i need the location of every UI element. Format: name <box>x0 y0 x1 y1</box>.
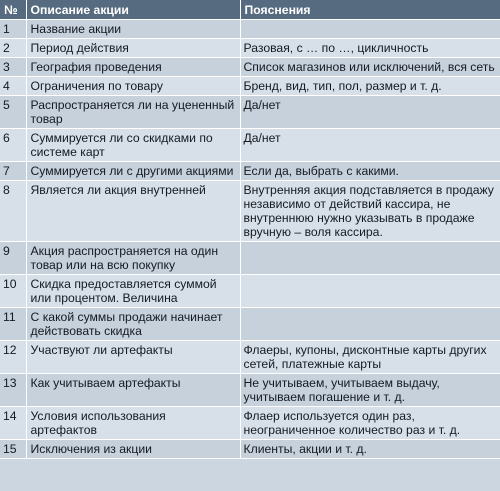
row-number-cell: 15 <box>0 440 26 459</box>
header-explanation: Пояснения <box>240 0 500 20</box>
row-number-cell: 12 <box>0 341 26 374</box>
row-number-cell: 4 <box>0 77 26 96</box>
row-number-cell: 8 <box>0 181 26 242</box>
row-explanation-cell: Внутренняя акция подставляется в продажу независимо от действий кассира, не внутреннюю нужно указывать в продаже вручную – воля кассира. <box>240 181 500 242</box>
row-explanation-cell <box>240 20 500 39</box>
table-row <box>0 242 500 275</box>
row-description-cell: С какой суммы продажи начинает действовать скидка <box>26 308 240 341</box>
row-explanation-cell: Флаеры, купоны, дисконтные карты других сетей, платежные карты <box>240 341 500 374</box>
row-description-cell: Является ли акция внутренней <box>26 181 240 242</box>
row-number-cell: 14 <box>0 407 26 440</box>
table-row <box>0 162 500 181</box>
table-row <box>0 440 500 459</box>
row-explanation-cell: Бренд, вид, тип, пол, размер и т. д. <box>240 77 500 96</box>
row-explanation-cell: Разовая, с … по …, цикличность <box>240 39 500 58</box>
row-description-cell: Название акции <box>26 20 240 39</box>
table-row <box>0 374 500 407</box>
row-number-cell: 11 <box>0 308 26 341</box>
row-explanation-cell: Если да, выбрать с какими. <box>240 162 500 181</box>
row-description-cell: Распространяется ли на уцененный товар <box>26 96 240 129</box>
row-explanation-cell <box>240 308 500 341</box>
row-description-cell: Скидка предоставляется суммой или процентом. Величина <box>26 275 240 308</box>
row-number-cell: 5 <box>0 96 26 129</box>
table-row <box>0 181 500 242</box>
row-description-cell: Исключения из акции <box>26 440 240 459</box>
row-number-cell: 1 <box>0 20 26 39</box>
row-description-cell: География проведения <box>26 58 240 77</box>
row-explanation-cell <box>240 275 500 308</box>
table-row <box>0 129 500 162</box>
row-description-cell: Ограничения по товару <box>26 77 240 96</box>
row-description-cell: Условия использования артефактов <box>26 407 240 440</box>
row-explanation-cell: Да/нет <box>240 96 500 129</box>
table-header <box>0 0 500 20</box>
row-explanation-cell: Да/нет <box>240 129 500 162</box>
row-description-cell: Акция распространяется на один товар или на всю покупку <box>26 242 240 275</box>
table-row <box>0 96 500 129</box>
table-row <box>0 58 500 77</box>
row-explanation-cell: Не учитываем, учитываем выдачу, учитываем погашение и т. д. <box>240 374 500 407</box>
table-row <box>0 308 500 341</box>
table-body <box>0 20 500 459</box>
row-explanation-cell: Список магазинов или исключений, вся сеть <box>240 58 500 77</box>
table-row <box>0 39 500 58</box>
table-row <box>0 341 500 374</box>
row-explanation-cell <box>240 242 500 275</box>
header-row <box>0 0 500 20</box>
row-explanation-cell: Клиенты, акции и т. д. <box>240 440 500 459</box>
table-row <box>0 275 500 308</box>
row-number-cell: 13 <box>0 374 26 407</box>
row-description-cell: Период действия <box>26 39 240 58</box>
header-description: Описание акции <box>26 0 240 20</box>
table-row <box>0 407 500 440</box>
row-number-cell: 6 <box>0 129 26 162</box>
table-row <box>0 20 500 39</box>
header-number: № <box>0 0 26 20</box>
row-description-cell: Как учитываем артефакты <box>26 374 240 407</box>
row-explanation-cell: Флаер используется один раз, неограниченное количество раз и т. д. <box>240 407 500 440</box>
row-number-cell: 2 <box>0 39 26 58</box>
row-description-cell: Суммируется ли с другими акциями <box>26 162 240 181</box>
row-description-cell: Участвуют ли артефакты <box>26 341 240 374</box>
row-number-cell: 7 <box>0 162 26 181</box>
table-row <box>0 77 500 96</box>
row-number-cell: 3 <box>0 58 26 77</box>
row-number-cell: 10 <box>0 275 26 308</box>
row-description-cell: Суммируется ли со скидками по системе карт <box>26 129 240 162</box>
row-number-cell: 9 <box>0 242 26 275</box>
